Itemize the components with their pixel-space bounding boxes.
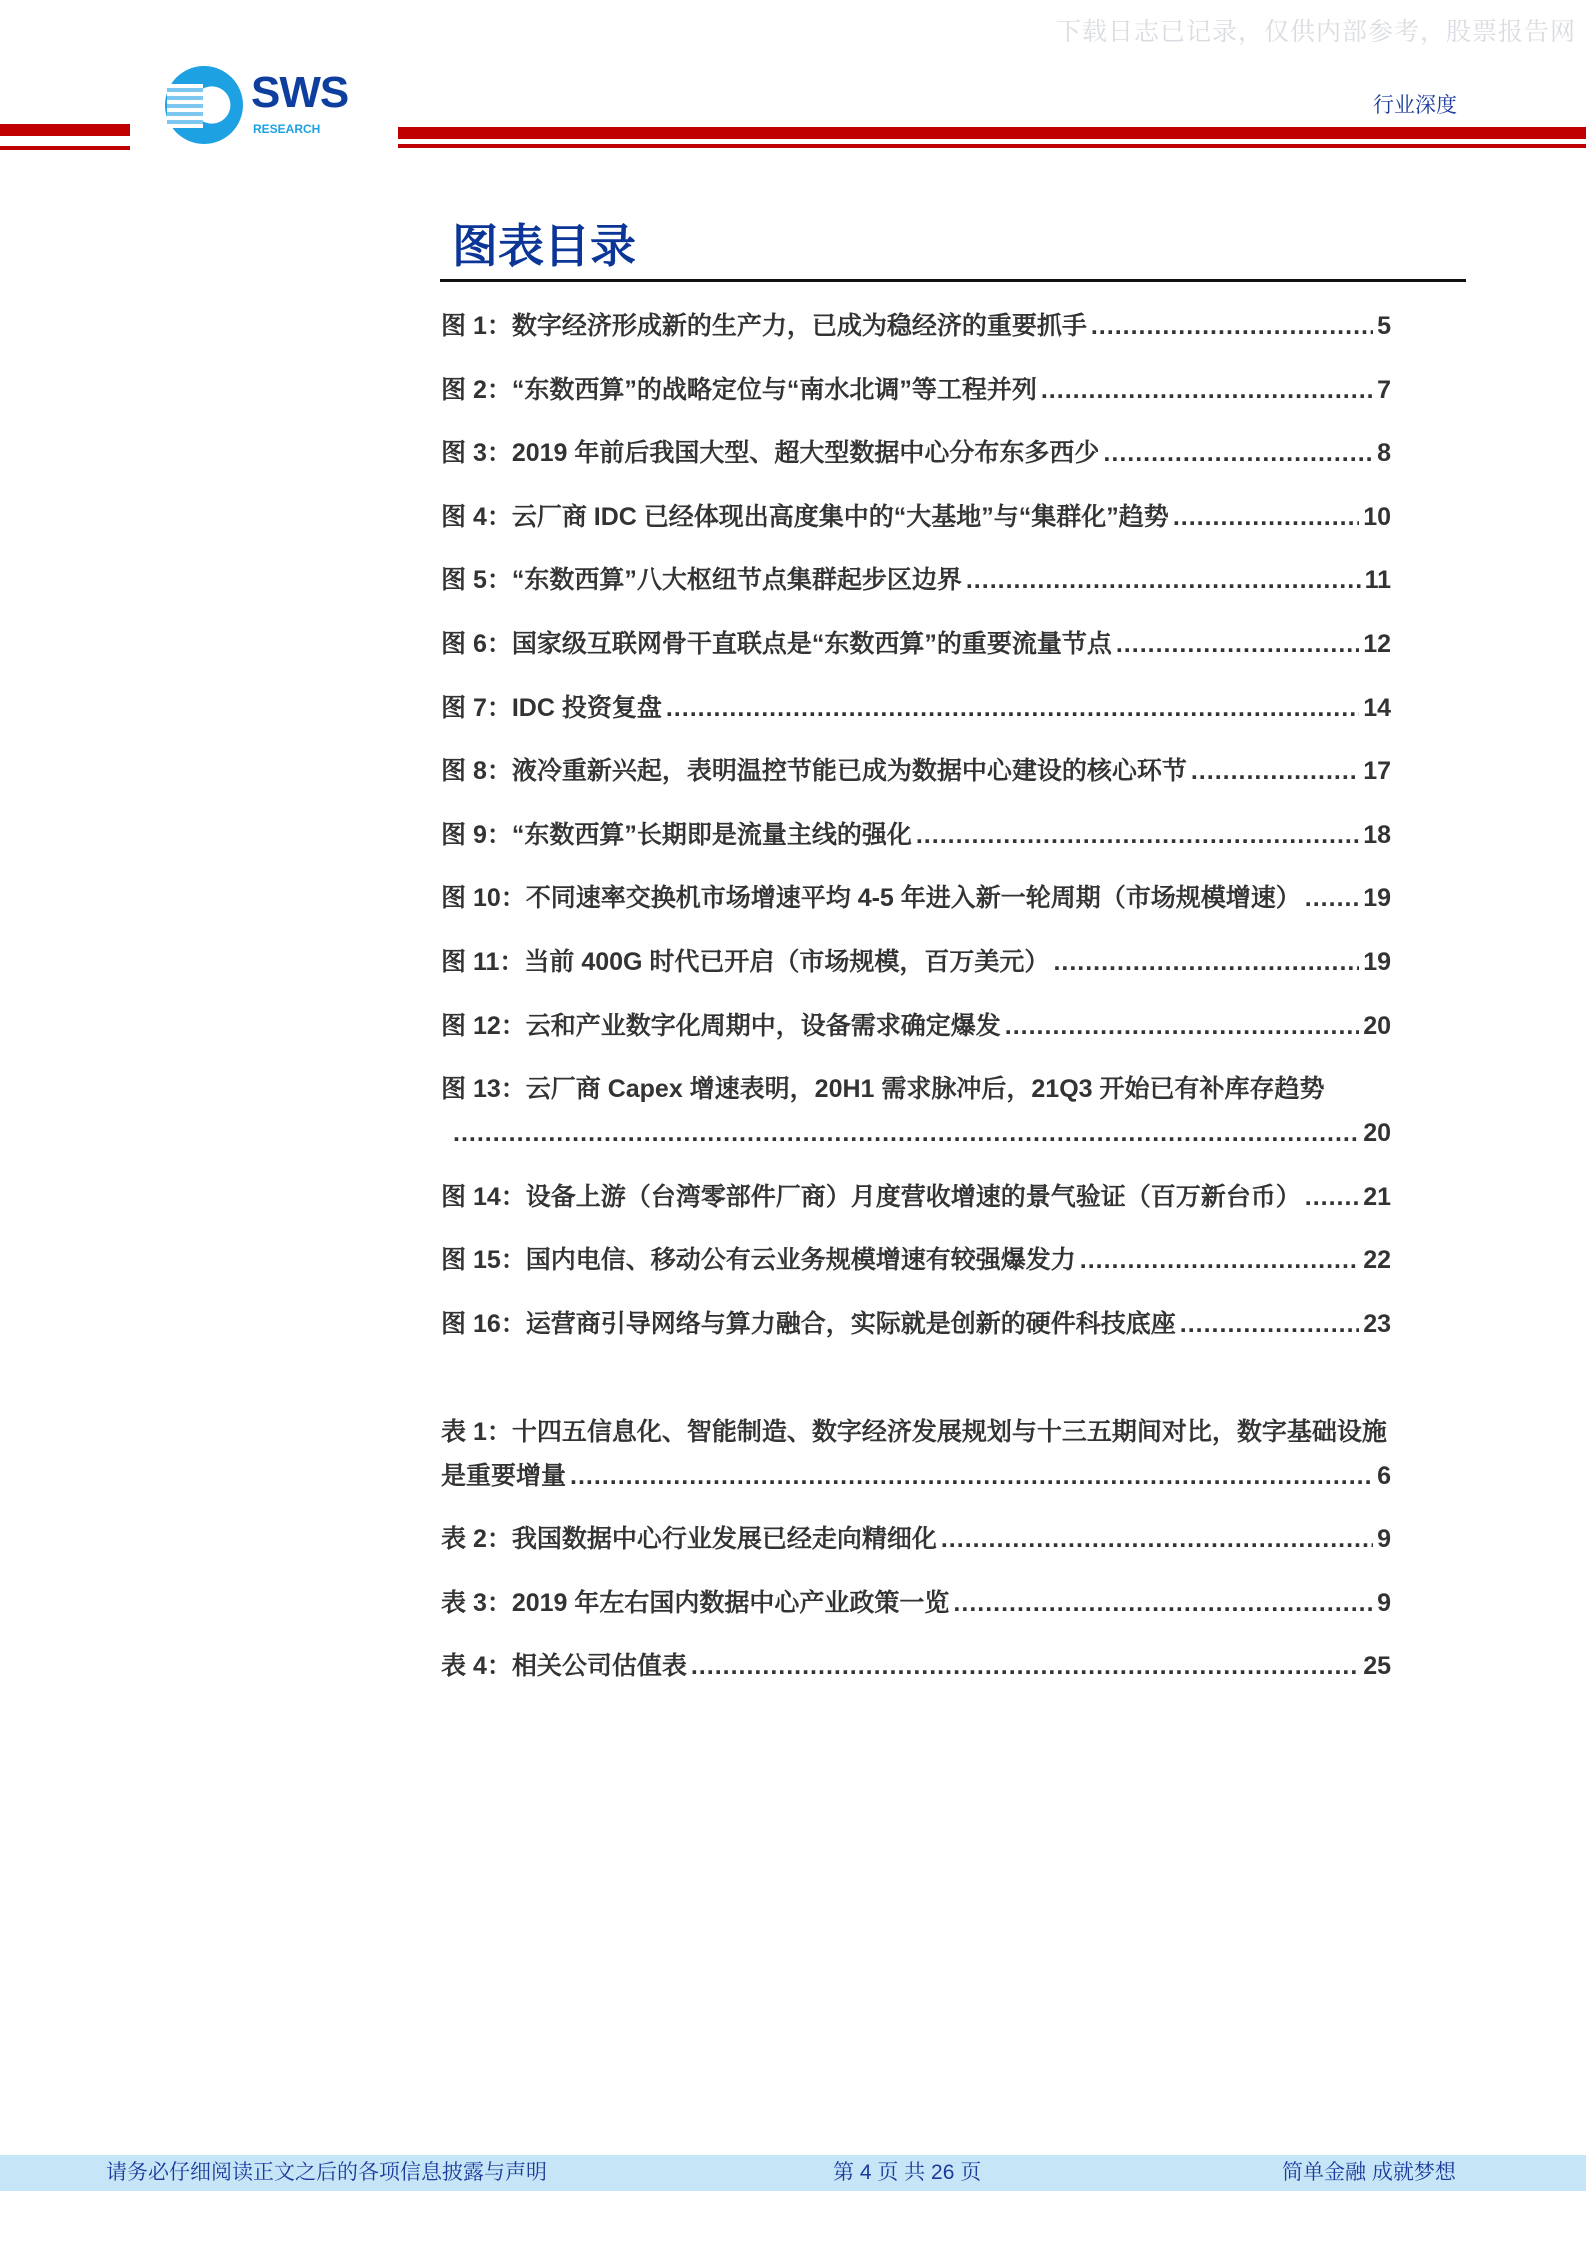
toc-entry-label: 图 11：当前 400G 时代已开启（市场规模，百万美元） [441, 947, 1050, 976]
toc-page-number: 8 [1377, 439, 1391, 468]
toc-entry[interactable] [441, 368, 1391, 432]
figure-list [441, 304, 1391, 1366]
toc-leader-dots [1053, 940, 1359, 984]
header-bar-left [0, 124, 130, 136]
toc-entry[interactable] [441, 1004, 1391, 1068]
toc-entry[interactable] [441, 1067, 1391, 1175]
toc-entry-label: 表 2：我国数据中心行业发展已经走向精细化 [441, 1525, 937, 1554]
toc-leader-dots [1305, 1175, 1359, 1219]
title-divider [440, 279, 1466, 282]
toc-page-number: 20 [1363, 1011, 1391, 1040]
logo-text: SWS [251, 68, 349, 117]
toc-leader-dots [1005, 1004, 1359, 1048]
toc-leader-dots [1116, 622, 1359, 666]
toc-page-number: 7 [1377, 375, 1391, 404]
toc-entry-label-cont: 是重要增量 [441, 1461, 567, 1490]
toc-entry-label: 图 15：国内电信、移动公有云业务规模增速有较强爆发力 [441, 1246, 1076, 1275]
header-bar-right [398, 127, 1586, 139]
toc-entry-label: 图 4：云厂商 IDC 已经体现出高度集中的“大基地”与“集群化”趋势 [441, 502, 1169, 531]
watermark: 下载日志已记录，仅供内部参考，股票报告网 [1055, 18, 1576, 46]
toc-page-number: 22 [1363, 1246, 1391, 1275]
footer-slogan: 简单金融 成就梦想 [1282, 2161, 1456, 2184]
toc-entry[interactable] [441, 1644, 1391, 1708]
toc-entry[interactable] [441, 304, 1391, 368]
toc-page-number: 25 [1363, 1652, 1391, 1681]
toc-entry[interactable] [441, 1302, 1391, 1366]
toc-entry-label: 图 13：云厂商 Capex 增速表明，20H1 需求脉冲后，21Q3 开始已有补库存趋势 [441, 1075, 1325, 1104]
toc-page-number: 20 [1363, 1119, 1391, 1148]
toc-page-number: 12 [1363, 629, 1391, 658]
toc-page-number: 21 [1363, 1182, 1391, 1211]
toc-page-number: 23 [1363, 1309, 1391, 1338]
page-title: 图表目录 [452, 220, 636, 272]
toc-entry[interactable] [441, 495, 1391, 559]
toc-entry[interactable] [441, 686, 1391, 750]
toc-entry-label: 图 1：数字经济形成新的生产力，已成为稳经济的重要抓手 [441, 312, 1087, 340]
toc-entry-label: 图 3：2019 年前后我国大型、超大型数据中心分布东多西少 [441, 439, 1100, 468]
toc-leader-dots [953, 1581, 1373, 1625]
toc-entry-label: 表 1：十四五信息化、智能制造、数字经济发展规划与十三五期间对比，数字基础设施 [441, 1417, 1387, 1446]
toc-leader-dots [1080, 1238, 1359, 1282]
toc-entry-label: 图 10：不同速率交换机市场增速平均 4-5 年进入新一轮周期（市场规模增速） [441, 884, 1301, 913]
toc-leader-dots [570, 1454, 1373, 1498]
report-type-tag: 行业深度 [1373, 94, 1457, 117]
toc-entry[interactable] [441, 813, 1391, 877]
toc-page-number: 14 [1363, 693, 1391, 722]
toc-entry-label: 图 9：“东数西算”长期即是流量主线的强化 [441, 820, 912, 849]
footer-page-number: 第 4 页 共 26 页 [833, 2161, 982, 2184]
toc-page-number: 5 [1377, 312, 1391, 340]
toc-leader-dots [1103, 431, 1373, 475]
toc-leader-dots [966, 558, 1361, 602]
toc-leader-dots [941, 1517, 1373, 1561]
toc-entry-label: 表 3：2019 年左右国内数据中心产业政策一览 [441, 1588, 950, 1617]
toc-entry-label: 图 6：国家级互联网骨干直联点是“东数西算”的重要流量节点 [441, 629, 1112, 658]
toc-leader-dots [666, 686, 1359, 730]
toc-page-number: 9 [1377, 1525, 1391, 1554]
footer-disclaimer: 请务必仔细阅读正文之后的各项信息披露与声明 [106, 2161, 547, 2184]
header-bar-right-thin [398, 144, 1586, 148]
toc-entry[interactable] [441, 1581, 1391, 1645]
toc-leader-dots [1091, 304, 1373, 348]
toc-entry-label: 图 16：运营商引导网络与算力融合，实际就是创新的硬件科技底座 [441, 1309, 1176, 1338]
footer [0, 2155, 1586, 2191]
toc-leader-dots [916, 813, 1359, 857]
toc-entry[interactable] [441, 940, 1391, 1004]
toc-entry[interactable] [441, 622, 1391, 686]
toc-entry-label: 图 7：IDC 投资复盘 [441, 693, 662, 722]
table-list [441, 1410, 1391, 1708]
toc-entry[interactable] [441, 1410, 1391, 1518]
toc-leader-dots [1180, 1302, 1359, 1346]
toc-entry-label: 图 12：云和产业数字化周期中，设备需求确定爆发 [441, 1011, 1001, 1040]
toc-leader-dots [691, 1644, 1359, 1688]
header-bar-left-thin [0, 146, 130, 150]
toc-leader-dots [1305, 876, 1359, 920]
toc-leader-dots [1173, 495, 1359, 539]
toc-entry-label: 图 5：“东数西算”八大枢纽节点集群起步区边界 [441, 566, 962, 595]
toc-entry-label: 图 2：“东数西算”的战略定位与“南水北调”等工程并列 [441, 375, 1037, 404]
toc-page-number: 11 [1364, 566, 1391, 595]
toc-entry-label: 图 14：设备上游（台湾零部件厂商）月度营收增速的景气验证（百万新台币） [441, 1182, 1301, 1211]
toc-entry-label: 图 8：液冷重新兴起，表明温控节能已成为数据中心建设的核心环节 [441, 757, 1187, 786]
toc-entry[interactable] [441, 1175, 1391, 1239]
toc-entry[interactable] [441, 1517, 1391, 1581]
toc-leader-dots [1041, 368, 1373, 412]
toc-leader-dots [1191, 749, 1359, 793]
toc-page-number: 6 [1377, 1461, 1391, 1490]
toc-entry[interactable] [441, 431, 1391, 495]
toc-entry[interactable] [441, 558, 1391, 622]
toc-page-number: 10 [1363, 502, 1391, 531]
table-of-contents [441, 304, 1391, 1708]
toc-leader-dots [453, 1111, 1359, 1155]
toc-entry[interactable] [441, 876, 1391, 940]
toc-entry-label: 表 4：相关公司估值表 [441, 1652, 687, 1681]
sws-logo [165, 66, 365, 146]
toc-page-number: 19 [1363, 947, 1391, 976]
toc-page-number: 19 [1363, 884, 1391, 913]
toc-page-number: 18 [1363, 820, 1391, 849]
toc-entry[interactable] [441, 1238, 1391, 1302]
logo-bars-icon [167, 84, 203, 128]
toc-page-number: 17 [1363, 757, 1391, 786]
toc-page-number: 9 [1377, 1588, 1391, 1617]
logo-subtext: RESEARCH [253, 122, 321, 136]
toc-entry[interactable] [441, 749, 1391, 813]
